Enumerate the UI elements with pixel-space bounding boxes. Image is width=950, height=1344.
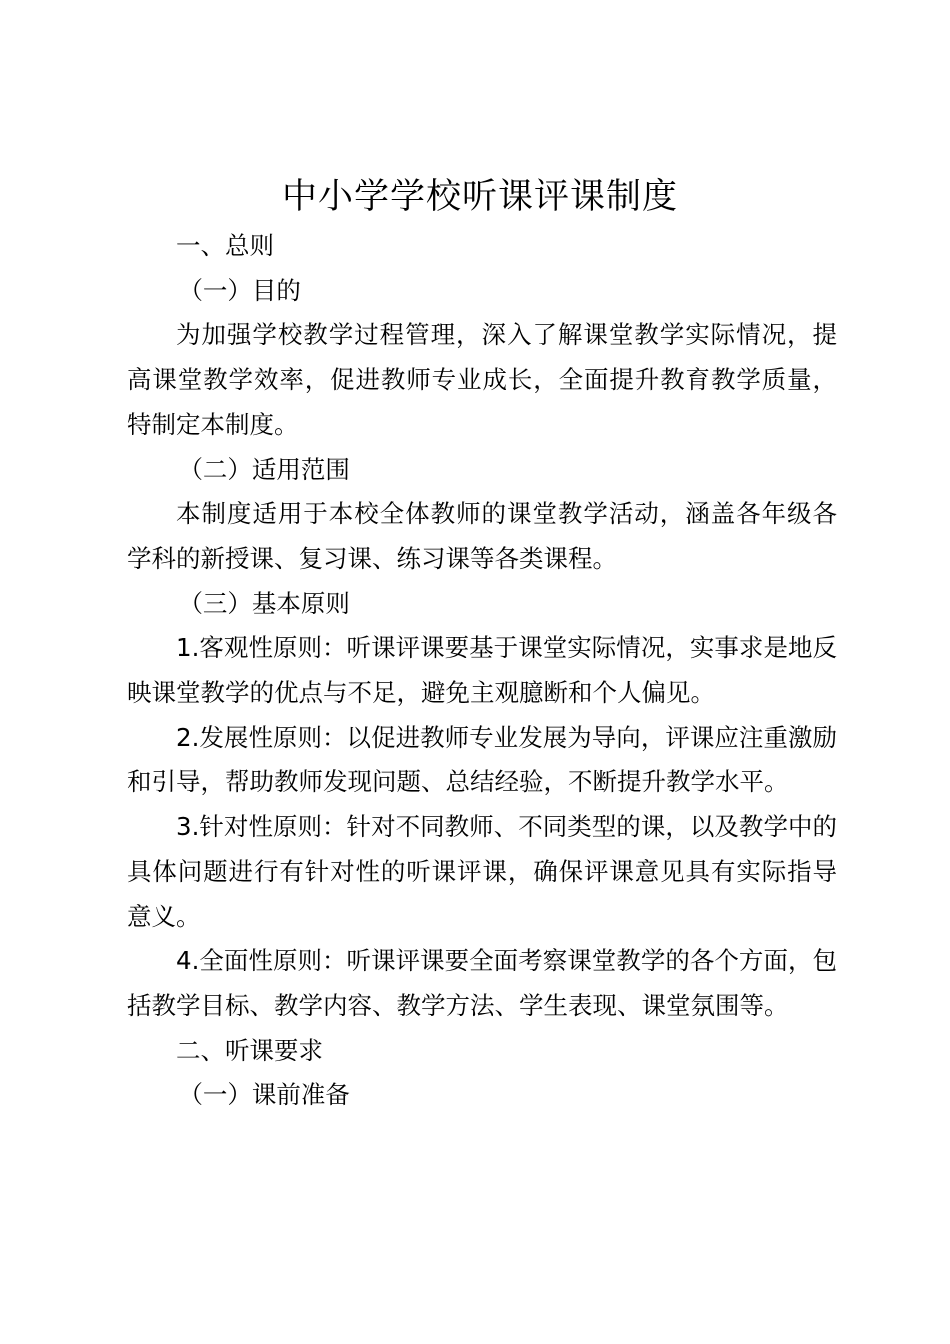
document-body <box>127 224 837 1118</box>
section-heading-observation-requirements: 二、听课要求 <box>176 1035 323 1065</box>
paragraph-principle-objectivity: 1.客观性原则：听课评课要基于课堂实际情况，实事求是地反映课堂教学的优点与不足，避免主观臆断和个人偏见。 <box>127 633 837 708</box>
paragraph-principle-development: 2.发展性原则：以促进教师专业发展为导向，评课应注重激励和引导，帮助教师发现问题、总结经验，不断提升教学水平。 <box>127 722 837 797</box>
document-title: 中小学学校听课评课制度 <box>281 177 678 217</box>
paragraph-scope: 本制度适用于本校全体教师的课堂教学活动，涵盖各年级各学科的新授课、复习课、练习课等各类课程。 <box>127 499 837 573</box>
subsection-heading-principles: （三）基本原则 <box>178 588 350 618</box>
paragraph-principle-pertinence: 3.针对性原则：针对不同教师、不同类型的课，以及教学中的具体问题进行有针对性的听课评课，确保评课意见具有实际指导意义。 <box>127 812 837 931</box>
paragraph-principle-comprehensiveness: 4.全面性原则：听课评课要全面考察课堂教学的各个方面，包括教学目标、教学内容、教学方法、学生表现、课堂氛围等。 <box>127 946 837 1020</box>
paragraph-purpose: 为加强学校教学过程管理，深入了解课堂教学实际情况，提高课堂教学效率，促进教师专业成长，全面提升教育教学质量，特制定本制度。 <box>127 320 837 439</box>
subsection-heading-purpose: （一）目的 <box>178 275 301 305</box>
subsection-heading-preparation: （一）课前准备 <box>178 1080 350 1110</box>
subsection-heading-scope: （二）适用范围 <box>178 454 350 484</box>
section-heading-general: 一、总则 <box>176 231 274 260</box>
